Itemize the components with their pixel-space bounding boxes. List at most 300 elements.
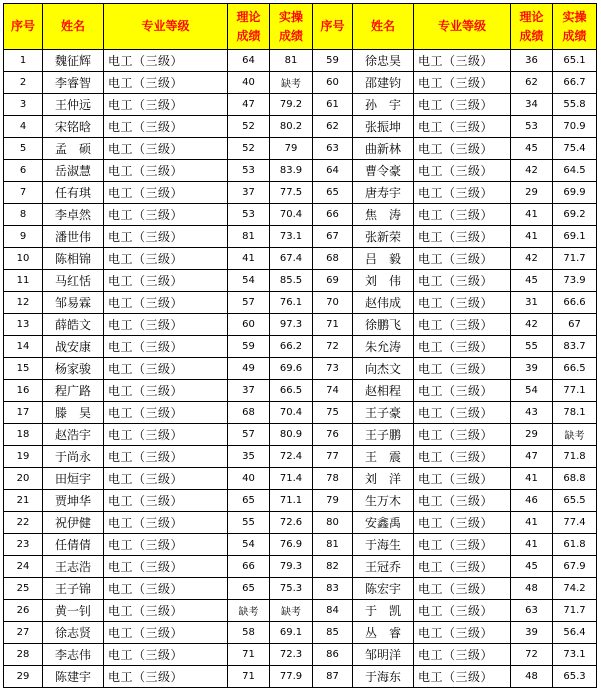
score-table-container [3,3,596,688]
right-practice-score-cell: 55.8 [553,94,597,116]
left-name-cell: 王仲远 [43,94,104,116]
left-name-cell: 田烜宇 [43,468,104,490]
left-practice-score-cell: 79.3 [270,556,313,578]
right-seq-cell: 60 [313,72,353,94]
right-theory-score-cell: 45 [511,556,553,578]
left-theory-score-cell: 40 [228,468,270,490]
right-practice-score-cell: 69.2 [553,204,597,226]
right-practice-score-cell: 69.9 [553,182,597,204]
left-practice-score-cell: 缺考 [270,72,313,94]
right-name-cell: 王子鹏 [353,424,414,446]
right-theory-score-cell: 41 [511,512,553,534]
left-theory-score-cell: 65 [228,578,270,600]
right-theory-score-cell: 54 [511,380,553,402]
left-theory-score-cell: 81 [228,226,270,248]
left-seq-cell: 6 [4,160,43,182]
right-major-cell: 电工（三级） [414,182,511,204]
table-row [4,424,597,446]
left-theory-score-cell: 57 [228,424,270,446]
right-practice-score-cell: 68.8 [553,468,597,490]
left-seq-cell: 16 [4,380,43,402]
right-practice-score-cell: 64.5 [553,160,597,182]
right-name-cell: 邵建钧 [353,72,414,94]
table-row [4,578,597,600]
right-theory-score-cell: 42 [511,160,553,182]
table-row [4,380,597,402]
right-major-cell: 电工（三级） [414,226,511,248]
right-name-cell: 孙 宇 [353,94,414,116]
right-name-cell: 陈宏宇 [353,578,414,600]
left-name-cell: 黄一钊 [43,600,104,622]
right-major-cell: 电工（三级） [414,556,511,578]
table-row [4,116,597,138]
left-name-cell: 陈建宇 [43,666,104,688]
right-major-cell: 电工（三级） [414,666,511,688]
right-name-cell: 赵相程 [353,380,414,402]
right-major-cell: 电工（三级） [414,380,511,402]
left-major-cell: 电工（三级） [104,314,228,336]
table-row [4,292,597,314]
right-name-cell: 于 凯 [353,600,414,622]
left-seq-cell: 22 [4,512,43,534]
right-theory-score-cell: 31 [511,292,553,314]
right-practice-score-cell: 70.9 [553,116,597,138]
header-seq-right: 序号 [313,4,353,50]
left-name-cell: 马红恬 [43,270,104,292]
right-theory-score-cell: 41 [511,534,553,556]
left-major-cell: 电工（三级） [104,182,228,204]
right-seq-cell: 64 [313,160,353,182]
right-practice-score-cell: 66.6 [553,292,597,314]
table-row [4,600,597,622]
right-practice-score-cell: 缺考 [553,424,597,446]
right-name-cell: 王 震 [353,446,414,468]
right-seq-cell: 79 [313,490,353,512]
right-seq-cell: 67 [313,226,353,248]
left-theory-score-cell: 54 [228,270,270,292]
left-practice-score-cell: 77.5 [270,182,313,204]
right-seq-cell: 74 [313,380,353,402]
left-name-cell: 薛皓文 [43,314,104,336]
left-seq-cell: 12 [4,292,43,314]
right-practice-score-cell: 65.5 [553,490,597,512]
right-seq-cell: 72 [313,336,353,358]
right-theory-score-cell: 48 [511,666,553,688]
table-row [4,94,597,116]
header-name-right: 姓名 [353,4,414,50]
right-practice-score-cell: 83.7 [553,336,597,358]
right-name-cell: 徐忠昊 [353,50,414,72]
right-theory-score-cell: 42 [511,248,553,270]
right-theory-score-cell: 55 [511,336,553,358]
left-theory-score-cell: 59 [228,336,270,358]
right-major-cell: 电工（三级） [414,248,511,270]
left-seq-cell: 18 [4,424,43,446]
left-seq-cell: 17 [4,402,43,424]
right-seq-cell: 66 [313,204,353,226]
left-major-cell: 电工（三级） [104,512,228,534]
header-major-left: 专业等级 [104,4,228,50]
left-major-cell: 电工（三级） [104,336,228,358]
right-seq-cell: 87 [313,666,353,688]
left-seq-cell: 10 [4,248,43,270]
right-name-cell: 向杰文 [353,358,414,380]
right-name-cell: 赵伟成 [353,292,414,314]
right-practice-score-cell: 69.1 [553,226,597,248]
right-practice-score-cell: 77.1 [553,380,597,402]
left-seq-cell: 25 [4,578,43,600]
left-theory-score-cell: 65 [228,490,270,512]
right-practice-score-cell: 73.9 [553,270,597,292]
left-seq-cell: 27 [4,622,43,644]
right-practice-score-cell: 65.1 [553,50,597,72]
right-name-cell: 刘 伟 [353,270,414,292]
left-theory-score-cell: 52 [228,138,270,160]
right-name-cell: 唐寿宇 [353,182,414,204]
left-major-cell: 电工（三级） [104,380,228,402]
left-major-cell: 电工（三级） [104,424,228,446]
right-name-cell: 安鑫禹 [353,512,414,534]
table-row [4,468,597,490]
right-major-cell: 电工（三级） [414,72,511,94]
table-row [4,226,597,248]
right-seq-cell: 81 [313,534,353,556]
right-theory-score-cell: 34 [511,94,553,116]
left-seq-cell: 26 [4,600,43,622]
right-theory-score-cell: 39 [511,358,553,380]
right-seq-cell: 78 [313,468,353,490]
right-theory-score-cell: 42 [511,314,553,336]
left-major-cell: 电工（三级） [104,116,228,138]
left-theory-score-cell: 60 [228,314,270,336]
left-name-cell: 贾坤华 [43,490,104,512]
left-name-cell: 陈相锦 [43,248,104,270]
header-practice-left: 实操 成绩 [270,4,313,50]
left-major-cell: 电工（三级） [104,600,228,622]
right-major-cell: 电工（三级） [414,490,511,512]
table-row [4,358,597,380]
left-theory-score-cell: 47 [228,94,270,116]
right-practice-score-cell: 66.5 [553,358,597,380]
table-header [4,4,597,50]
right-practice-score-cell: 61.8 [553,534,597,556]
header-row [4,4,597,50]
right-major-cell: 电工（三级） [414,358,511,380]
right-seq-cell: 65 [313,182,353,204]
right-practice-score-cell: 67.9 [553,556,597,578]
left-practice-score-cell: 79 [270,138,313,160]
right-theory-score-cell: 41 [511,226,553,248]
left-theory-score-cell: 55 [228,512,270,534]
right-practice-score-cell: 73.1 [553,644,597,666]
right-theory-score-cell: 29 [511,182,553,204]
table-body [4,50,597,688]
left-seq-cell: 5 [4,138,43,160]
left-theory-score-cell: 35 [228,446,270,468]
left-practice-score-cell: 67.4 [270,248,313,270]
left-theory-score-cell: 66 [228,556,270,578]
left-theory-score-cell: 64 [228,50,270,72]
left-theory-score-cell: 54 [228,534,270,556]
right-name-cell: 丛 睿 [353,622,414,644]
left-practice-score-cell: 72.3 [270,644,313,666]
right-theory-score-cell: 36 [511,50,553,72]
right-name-cell: 曲新林 [353,138,414,160]
right-seq-cell: 86 [313,644,353,666]
right-seq-cell: 61 [313,94,353,116]
left-major-cell: 电工（三级） [104,94,228,116]
left-practice-score-cell: 72.4 [270,446,313,468]
left-practice-score-cell: 71.1 [270,490,313,512]
left-practice-score-cell: 79.2 [270,94,313,116]
left-practice-score-cell: 85.5 [270,270,313,292]
left-major-cell: 电工（三级） [104,248,228,270]
left-practice-score-cell: 70.4 [270,204,313,226]
header-theory-right: 理论 成绩 [511,4,553,50]
right-name-cell: 邹明洋 [353,644,414,666]
right-major-cell: 电工（三级） [414,116,511,138]
left-theory-score-cell: 52 [228,116,270,138]
right-theory-score-cell: 43 [511,402,553,424]
left-theory-score-cell: 53 [228,204,270,226]
right-major-cell: 电工（三级） [414,402,511,424]
left-name-cell: 王志浩 [43,556,104,578]
left-major-cell: 电工（三级） [104,666,228,688]
right-seq-cell: 68 [313,248,353,270]
left-seq-cell: 21 [4,490,43,512]
left-major-cell: 电工（三级） [104,50,228,72]
left-name-cell: 宋铭晗 [43,116,104,138]
right-name-cell: 于海东 [353,666,414,688]
left-practice-score-cell: 76.9 [270,534,313,556]
right-seq-cell: 84 [313,600,353,622]
left-practice-score-cell: 77.9 [270,666,313,688]
left-major-cell: 电工（三级） [104,556,228,578]
left-major-cell: 电工（三级） [104,138,228,160]
right-seq-cell: 80 [313,512,353,534]
left-name-cell: 邹易霖 [43,292,104,314]
left-name-cell: 战安康 [43,336,104,358]
right-name-cell: 于海生 [353,534,414,556]
left-seq-cell: 13 [4,314,43,336]
left-name-cell: 程广路 [43,380,104,402]
left-practice-score-cell: 97.3 [270,314,313,336]
table-row [4,644,597,666]
left-seq-cell: 4 [4,116,43,138]
left-name-cell: 杨家骏 [43,358,104,380]
left-major-cell: 电工（三级） [104,72,228,94]
right-theory-score-cell: 48 [511,578,553,600]
right-theory-score-cell: 29 [511,424,553,446]
header-practice-right: 实操 成绩 [553,4,597,50]
left-name-cell: 任倩倩 [43,534,104,556]
left-practice-score-cell: 缺考 [270,600,313,622]
right-name-cell: 徐鹏飞 [353,314,414,336]
right-practice-score-cell: 71.7 [553,600,597,622]
table-row [4,556,597,578]
left-seq-cell: 19 [4,446,43,468]
right-seq-cell: 77 [313,446,353,468]
right-seq-cell: 70 [313,292,353,314]
left-practice-score-cell: 72.6 [270,512,313,534]
table-row [4,138,597,160]
right-major-cell: 电工（三级） [414,644,511,666]
left-seq-cell: 29 [4,666,43,688]
left-name-cell: 任有琪 [43,182,104,204]
left-name-cell: 王子锦 [43,578,104,600]
left-practice-score-cell: 66.5 [270,380,313,402]
left-theory-score-cell: 68 [228,402,270,424]
header-seq-left: 序号 [4,4,43,50]
right-seq-cell: 75 [313,402,353,424]
right-name-cell: 生万木 [353,490,414,512]
right-name-cell: 朱允涛 [353,336,414,358]
right-seq-cell: 62 [313,116,353,138]
left-major-cell: 电工（三级） [104,490,228,512]
table-row [4,314,597,336]
left-theory-score-cell: 53 [228,160,270,182]
table-row [4,622,597,644]
right-theory-score-cell: 62 [511,72,553,94]
left-theory-score-cell: 71 [228,666,270,688]
score-table [3,3,597,688]
left-seq-cell: 2 [4,72,43,94]
table-row [4,204,597,226]
left-name-cell: 祝伊健 [43,512,104,534]
right-major-cell: 电工（三级） [414,204,511,226]
table-row [4,248,597,270]
right-practice-score-cell: 71.8 [553,446,597,468]
left-theory-score-cell: 49 [228,358,270,380]
right-seq-cell: 83 [313,578,353,600]
right-theory-score-cell: 72 [511,644,553,666]
header-major-right: 专业等级 [414,4,511,50]
left-theory-score-cell: 40 [228,72,270,94]
left-name-cell: 魏征辉 [43,50,104,72]
header-name-left: 姓名 [43,4,104,50]
left-seq-cell: 11 [4,270,43,292]
left-name-cell: 赵浩宇 [43,424,104,446]
left-practice-score-cell: 75.3 [270,578,313,600]
right-theory-score-cell: 39 [511,622,553,644]
left-seq-cell: 14 [4,336,43,358]
left-seq-cell: 7 [4,182,43,204]
left-major-cell: 电工（三级） [104,160,228,182]
right-practice-score-cell: 71.7 [553,248,597,270]
left-seq-cell: 15 [4,358,43,380]
left-seq-cell: 3 [4,94,43,116]
left-name-cell: 李卓然 [43,204,104,226]
left-major-cell: 电工（三级） [104,578,228,600]
right-major-cell: 电工（三级） [414,468,511,490]
table-row [4,534,597,556]
right-name-cell: 曹令豪 [353,160,414,182]
left-major-cell: 电工（三级） [104,622,228,644]
right-seq-cell: 69 [313,270,353,292]
right-seq-cell: 73 [313,358,353,380]
right-major-cell: 电工（三级） [414,534,511,556]
right-name-cell: 王子豪 [353,402,414,424]
left-practice-score-cell: 81 [270,50,313,72]
right-major-cell: 电工（三级） [414,336,511,358]
left-theory-score-cell: 37 [228,182,270,204]
right-theory-score-cell: 46 [511,490,553,512]
right-theory-score-cell: 63 [511,600,553,622]
table-row [4,72,597,94]
right-major-cell: 电工（三级） [414,622,511,644]
left-seq-cell: 9 [4,226,43,248]
right-theory-score-cell: 45 [511,138,553,160]
table-row [4,402,597,424]
left-seq-cell: 20 [4,468,43,490]
right-theory-score-cell: 53 [511,116,553,138]
right-major-cell: 电工（三级） [414,292,511,314]
right-major-cell: 电工（三级） [414,160,511,182]
right-seq-cell: 71 [313,314,353,336]
left-name-cell: 李志伟 [43,644,104,666]
left-theory-score-cell: 41 [228,248,270,270]
left-name-cell: 滕 昊 [43,402,104,424]
header-theory-left: 理论 成绩 [228,4,270,50]
table-row [4,336,597,358]
right-practice-score-cell: 66.7 [553,72,597,94]
right-theory-score-cell: 41 [511,204,553,226]
left-major-cell: 电工（三级） [104,270,228,292]
left-seq-cell: 23 [4,534,43,556]
left-name-cell: 潘世伟 [43,226,104,248]
left-major-cell: 电工（三级） [104,226,228,248]
left-theory-score-cell: 58 [228,622,270,644]
left-major-cell: 电工（三级） [104,468,228,490]
left-practice-score-cell: 69.1 [270,622,313,644]
right-practice-score-cell: 56.4 [553,622,597,644]
left-major-cell: 电工（三级） [104,534,228,556]
table-row [4,490,597,512]
left-practice-score-cell: 66.2 [270,336,313,358]
right-practice-score-cell: 67 [553,314,597,336]
right-major-cell: 电工（三级） [414,50,511,72]
right-practice-score-cell: 65.3 [553,666,597,688]
right-major-cell: 电工（三级） [414,94,511,116]
right-name-cell: 张新荣 [353,226,414,248]
left-theory-score-cell: 57 [228,292,270,314]
left-practice-score-cell: 76.1 [270,292,313,314]
left-name-cell: 孟 硕 [43,138,104,160]
left-seq-cell: 24 [4,556,43,578]
table-row [4,50,597,72]
left-theory-score-cell: 71 [228,644,270,666]
left-practice-score-cell: 83.9 [270,160,313,182]
right-major-cell: 电工（三级） [414,270,511,292]
right-major-cell: 电工（三级） [414,138,511,160]
right-major-cell: 电工（三级） [414,512,511,534]
left-practice-score-cell: 69.6 [270,358,313,380]
right-seq-cell: 63 [313,138,353,160]
right-theory-score-cell: 41 [511,468,553,490]
right-name-cell: 刘 洋 [353,468,414,490]
right-practice-score-cell: 78.1 [553,402,597,424]
right-seq-cell: 76 [313,424,353,446]
right-major-cell: 电工（三级） [414,600,511,622]
right-name-cell: 吕 毅 [353,248,414,270]
left-seq-cell: 28 [4,644,43,666]
left-name-cell: 岳淑慧 [43,160,104,182]
left-major-cell: 电工（三级） [104,358,228,380]
left-major-cell: 电工（三级） [104,402,228,424]
left-seq-cell: 8 [4,204,43,226]
table-row [4,182,597,204]
right-name-cell: 焦 涛 [353,204,414,226]
